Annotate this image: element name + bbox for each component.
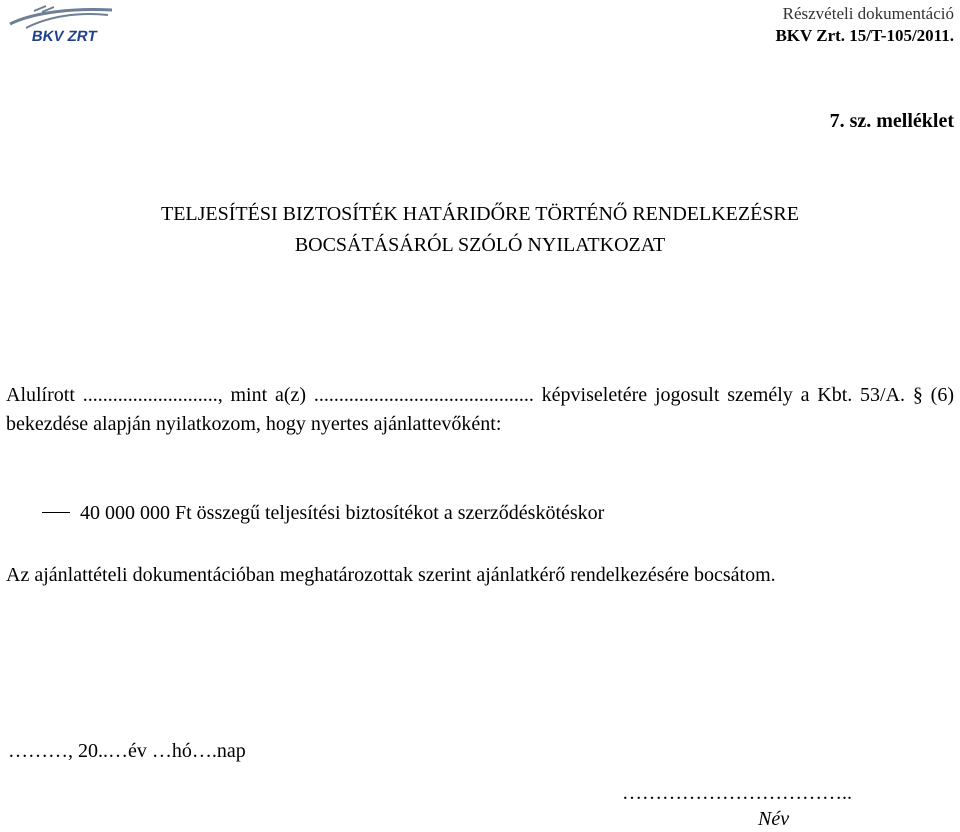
guarantee-item-text: 40 000 000 Ft összegű teljesítési biztosítékot a szerződéskötéskor — [80, 502, 605, 524]
declaration-title-line-2: BOCSÁTÁSÁRÓL SZÓLÓ NYILATKOZAT — [294, 234, 666, 256]
dash-bullet-icon — [42, 512, 70, 513]
signature-line: …………………………….. — [622, 782, 852, 804]
signature-label: Név — [758, 808, 790, 830]
document-type: Részvételi dokumentáció — [782, 4, 954, 23]
bkv-logo — [4, 2, 116, 44]
bkv-logo-graphic — [4, 2, 116, 44]
disposal-paragraph: Az ajánlattételi dokumentációban meghatározottak szerint ajánlatkérő rendelkezésére bocsátom. — [6, 564, 776, 586]
declaration-paragraph: Alulírott ..........................., mint a(z) ............................................ képviseletére jogosult személy a Kbt. 53/A. § (6) bekezdése alapján nyilatkozom, hogy nyertes ajánlattevőként: — [6, 384, 954, 435]
logo-text: BKV ZRT — [30, 28, 99, 44]
annex-number: 7. sz. melléklet — [829, 110, 954, 132]
guarantee-item — [42, 502, 604, 525]
declaration-title-line-1: TELJESÍTÉSI BIZTOSÍTÉK HATÁRIDŐRE TÖRTÉNŐ RENDELKEZÉSRE — [160, 203, 799, 225]
date-line: ………, 20..…év …hó….nap — [8, 740, 246, 762]
document-reference: BKV Zrt. 15/T-105/2011. — [775, 26, 954, 45]
